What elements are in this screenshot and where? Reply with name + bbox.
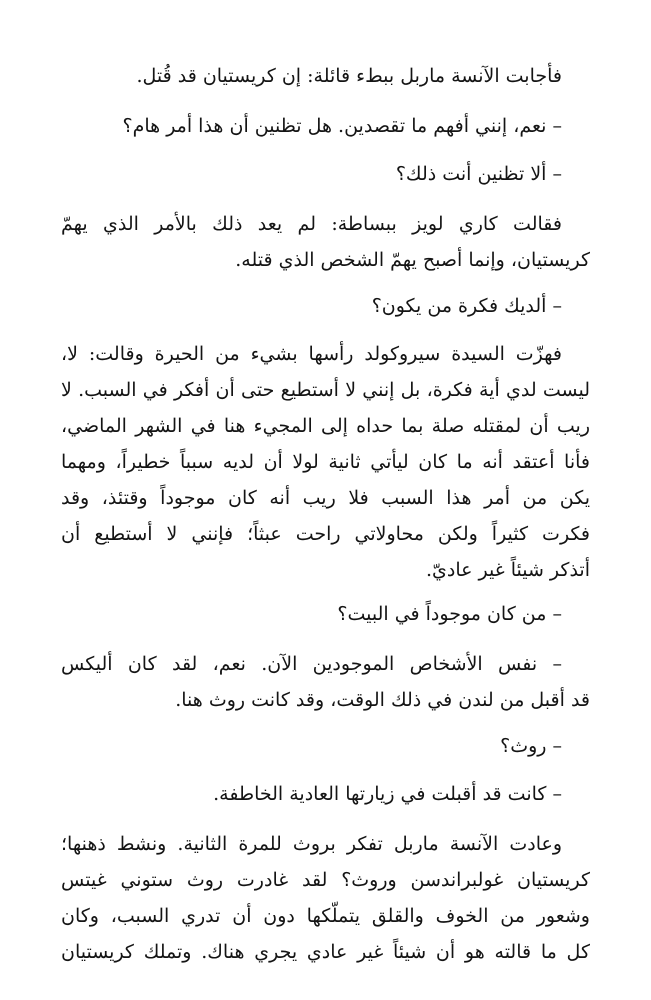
text-line: كل ما قالته هو أن شيئاً غير عادي يجري هناك. وتملك كريستيان [61,941,590,963]
text-line: – ألديك فكرة من يكون؟ [371,295,562,317]
text-line: كريستيان، وإنما أصبح يهمّ الشخص الذي قتله. [235,249,590,271]
text-line: أتذكر شيئاً غير عاديّ. [425,559,590,581]
paragraph-1 [61,58,590,94]
text-line: – ألا تظنين أنت ذلك؟ [395,163,562,185]
text-line: – روث؟ [500,735,562,757]
text-line: وشعور من الخوف والقلق يتملّكها دون أن تدري السبب، وكان [61,905,590,927]
text-line: فهزّت السيدة سيروكولد رأسها بشيء من الحيرة وقالت: لا، [61,343,562,365]
text-line: فقالت كاري لويز ببساطة: لم يعد ذلك بالأمر الذي يهمّ [61,213,562,235]
text-line: ليست لدي أية فكرة، بل إنني لا أستطيع حتى أن أفكر في السبب. لا [61,379,590,401]
paragraph-6 [61,336,590,588]
text-line: فكرت كثيراً ولكن محاولاتي راحت عبثاً؛ فإنني لا أستطيع أن [61,523,590,545]
text-line: يكن من أمر هذا السبب فلا ريب أنه كان موجوداً وقتئذ، وقد [61,487,590,509]
text-line: – من كان موجوداً في البيت؟ [337,603,562,625]
paragraph-2 [61,108,590,144]
text-line: فأنا أعتقد أنه ما كان ليأتي ثانية لولا أن لديه سبباً خطيراً، ومهما [61,451,590,473]
paragraph-7 [61,596,590,632]
text-line: – كانت قد أقبلت في زيارتها العادية الخاطفة. [213,783,562,805]
text-line: قد أقبل من لندن في ذلك الوقت، وقد كانت روث هنا. [175,689,590,711]
text-line: ريب أن لمقتله صلة بما حداه إلى المجيء هنا في الشهر الماضي، [61,415,590,437]
paragraph-5 [61,288,590,324]
paragraph-8 [61,646,590,718]
text-line: – نعم، إنني أفهم ما تقصدين. هل تظنين أن هذا أمر هام؟ [122,115,562,137]
paragraph-4 [61,206,590,278]
text-line: وعادت الآنسة ماربل تفكر بروث للمرة الثانية. ونشط ذهنها؛ [61,833,562,855]
text-line: – نفس الأشخاص الموجودين الآن. نعم، لقد كان أليكس [61,653,562,675]
text-line: فأجابت الآنسة ماربل ببطء قائلة: إن كريستيان قد قُتل. [136,65,562,87]
paragraph-10 [61,776,590,812]
text-line: كريستيان غولبراندسن وروث؟ لقد غادرت روث ستوني غيتس [61,869,590,891]
paragraph-3 [61,156,590,192]
paragraph-9 [61,728,590,764]
paragraph-11 [61,826,590,970]
